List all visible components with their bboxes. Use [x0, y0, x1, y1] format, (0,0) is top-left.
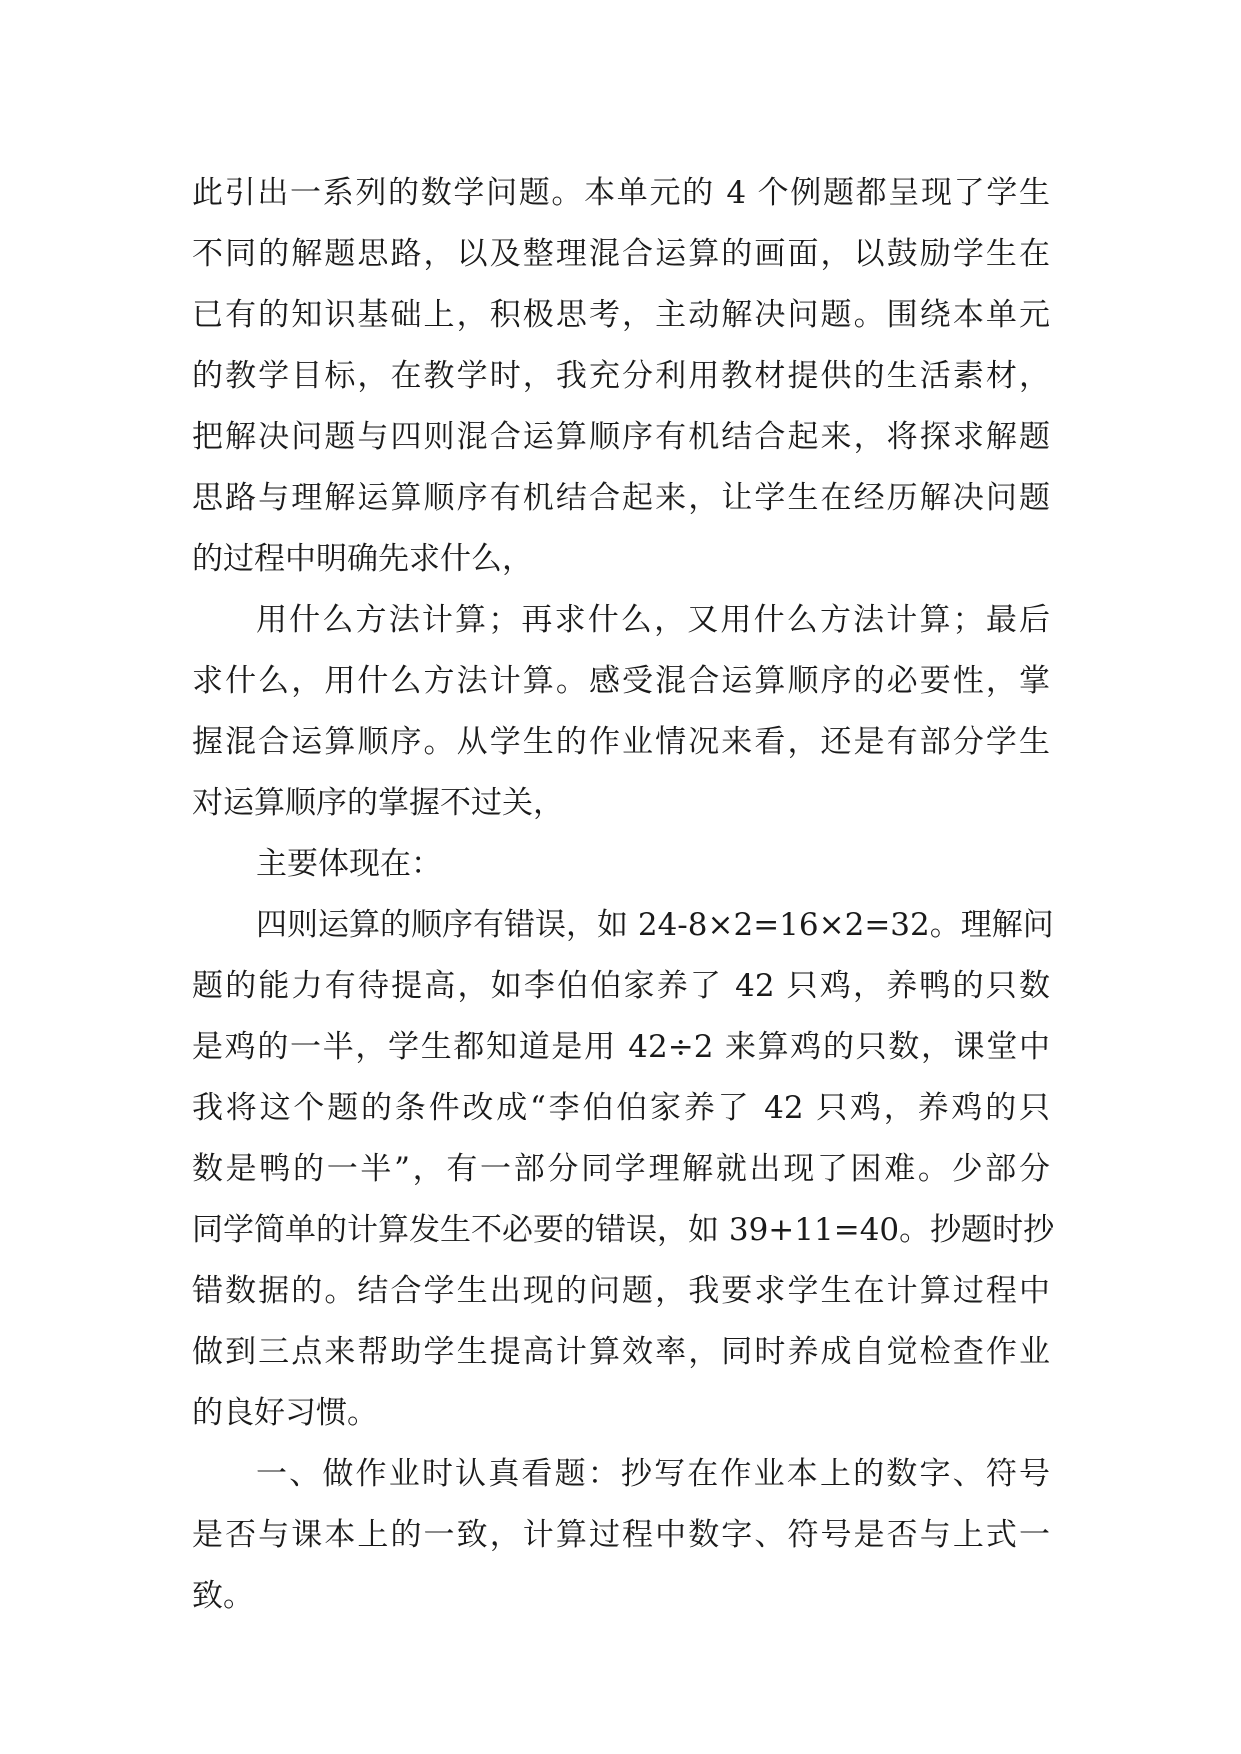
text-line: 四则运算的顺序有错误，如 24-8×2=16×2=32。理解问: [256, 907, 1054, 943]
text-line: 不同的解题思路，以及整理混合运算的画面，以鼓励学生在: [192, 236, 1050, 272]
text-line: 做到三点来帮助学生提高计算效率，同时养成自觉检查作业: [192, 1334, 1050, 1370]
text-line: 同学简单的计算发生不必要的错误，如 39+11=40。抄题时抄: [192, 1212, 1055, 1248]
text-line: 主要体现在：: [256, 846, 442, 882]
text-line: 求什么，用什么方法计算。感受混合运算顺序的必要性，掌: [192, 663, 1050, 699]
text-line: 用什么方法计算；再求什么，又用什么方法计算；最后: [256, 602, 1050, 638]
text-line: 握混合运算顺序。从学生的作业情况来看，还是有部分学生: [192, 724, 1050, 760]
text-line: 把解决问题与四则混合运算顺序有机结合起来，将探求解题: [192, 419, 1050, 455]
text-line: 错数据的。结合学生出现的问题，我要求学生在计算过程中: [192, 1273, 1050, 1309]
text-line: 此引出一系列的数学问题。本单元的 4 个例题都呈现了学生: [192, 175, 1050, 211]
text-line: 对运算顺序的掌握不过关，: [192, 785, 564, 821]
text-line: 题的能力有待提高，如李伯伯家养了 42 只鸡，养鸭的只数: [192, 968, 1050, 1004]
text-line: 是鸡的一半，学生都知道是用 42÷2 来算鸡的只数，课堂中: [192, 1029, 1050, 1065]
text-line: 的良好习惯。: [192, 1395, 378, 1431]
text-line: 的教学目标，在教学时，我充分利用教材提供的生活素材，: [192, 358, 1050, 394]
document-body: [192, 163, 1055, 1627]
text-line: 已有的知识基础上，积极思考，主动解决问题。围绕本单元: [192, 297, 1050, 333]
text-line: 我将这个题的条件改成“李伯伯家养了 42 只鸡，养鸡的只: [192, 1090, 1050, 1126]
text-line: 思路与理解运算顺序有机结合起来，让学生在经历解决问题: [192, 480, 1050, 516]
text-line: 是否与课本上的一致，计算过程中数字、符号是否与上式一: [192, 1517, 1050, 1553]
text-line: 的过程中明确先求什么，: [192, 541, 533, 577]
text-line: 数是鸭的一半”，有一部分同学理解就出现了困难。少部分: [192, 1151, 1050, 1187]
text-line: 一、做作业时认真看题：抄写在作业本上的数字、符号: [256, 1456, 1050, 1492]
text-line: 致。: [192, 1578, 254, 1614]
